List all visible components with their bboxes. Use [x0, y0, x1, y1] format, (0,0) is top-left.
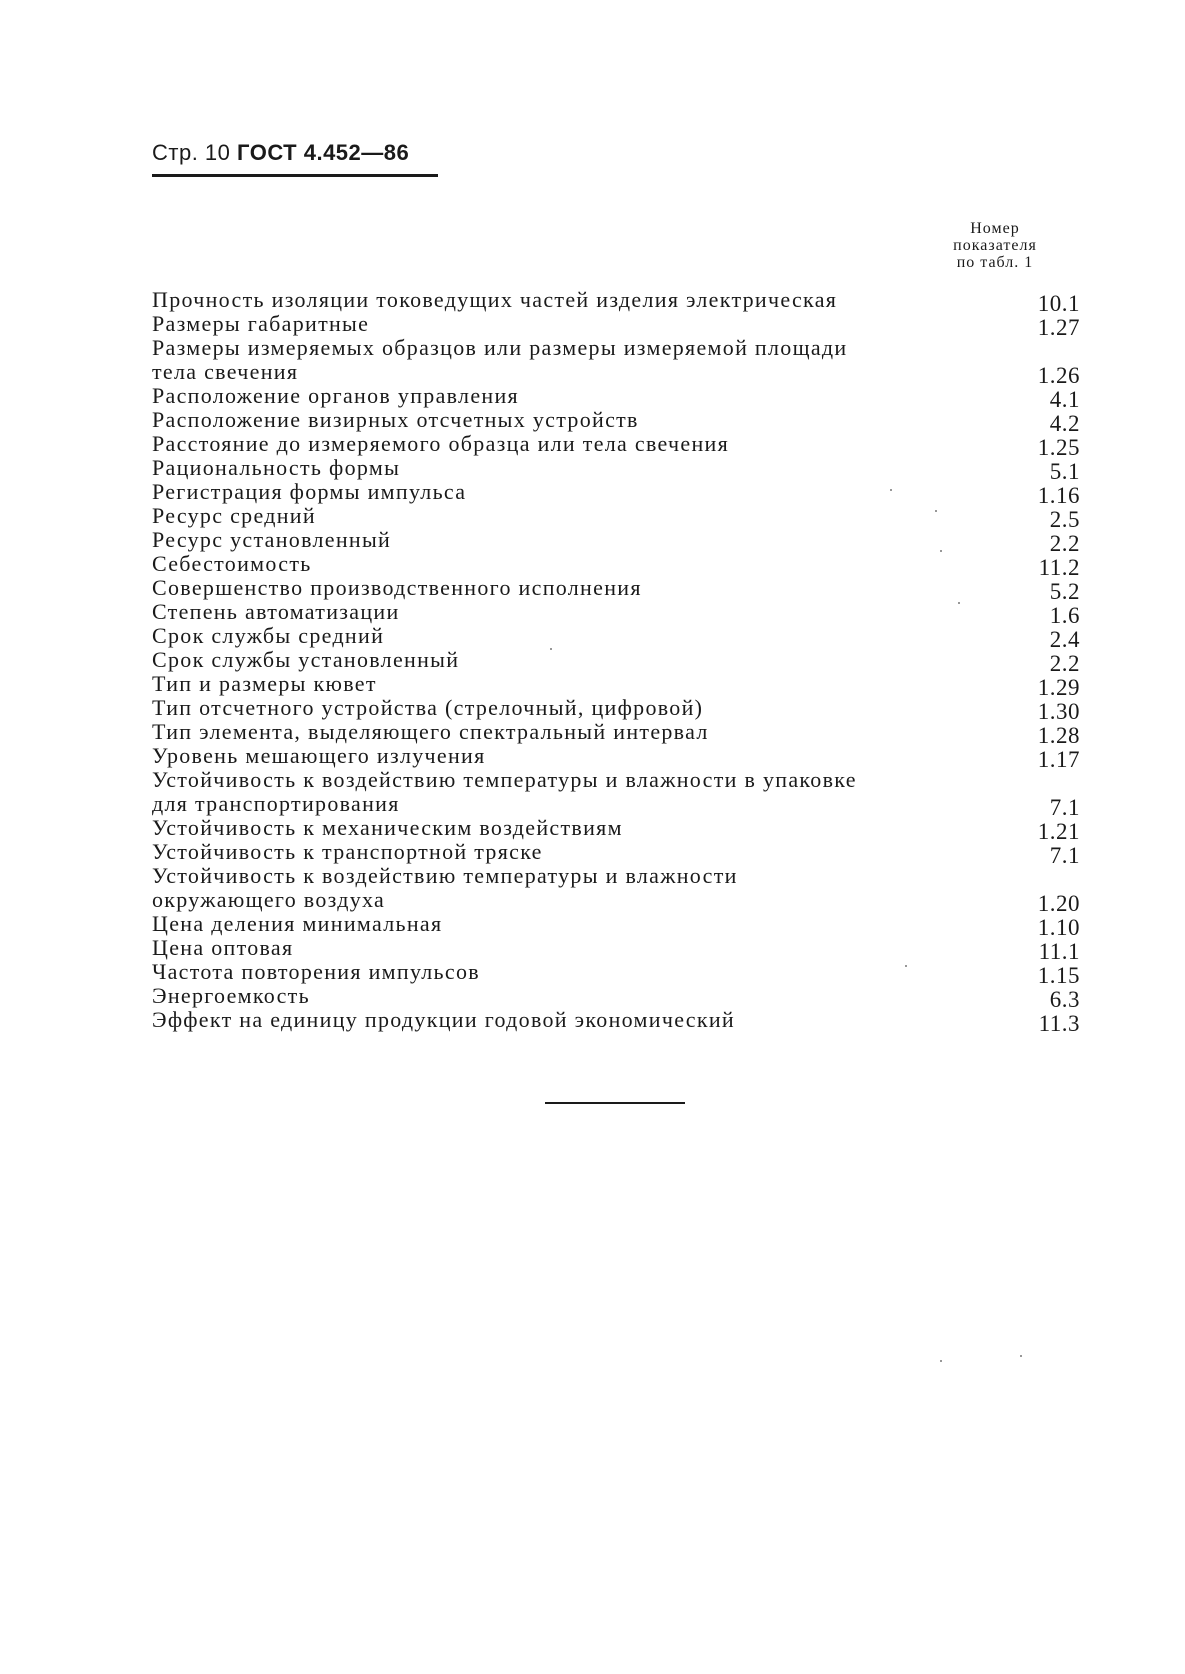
index-entry: [152, 335, 1082, 388]
entry-term: Совершенство производственного исполнения: [152, 575, 642, 600]
index-entry: [152, 407, 1082, 436]
scan-speck: [958, 602, 960, 604]
entry-term: Устойчивость к механическим воздействиям: [152, 815, 623, 840]
scan-speck: [940, 1360, 942, 1362]
entry-term: Срок службы установленный: [152, 647, 460, 672]
index-entry: [152, 551, 1082, 580]
entry-number: 2.2: [1049, 651, 1080, 676]
entry-number: 1.26: [1037, 363, 1080, 388]
index-entry: [152, 503, 1082, 532]
entry-number: 6.3: [1049, 987, 1080, 1012]
index-entry: [152, 647, 1082, 676]
entry-term: Рациональность формы: [152, 455, 401, 480]
scan-speck: [935, 510, 937, 512]
header-rule: [152, 174, 438, 177]
entry-term: Тип отсчетного устройства (стрелочный, цифровой): [152, 695, 704, 720]
index-entry: [152, 527, 1082, 556]
entry-number: 1.15: [1037, 963, 1080, 988]
entry-term: Энергоемкость: [152, 983, 310, 1008]
index-entry: [152, 383, 1082, 412]
index-entry: [152, 743, 1082, 772]
entry-term: Расположение визирных отсчетных устройств: [152, 407, 639, 432]
index-entry: [152, 431, 1082, 460]
entry-term: Уровень мешающего излучения: [152, 743, 486, 768]
entry-number: 4.2: [1049, 411, 1080, 436]
index-entry: [152, 839, 1082, 868]
entry-number: 11.2: [1038, 555, 1080, 580]
entry-term: Расположение органов управления: [152, 383, 519, 408]
entry-term: Частота повторения импульсов: [152, 959, 480, 984]
entry-term: Степень автоматизации: [152, 599, 400, 624]
entry-number: 11.1: [1038, 939, 1080, 964]
index-entry: [152, 959, 1082, 988]
index-list: [152, 287, 1082, 1036]
entry-number: 4.1: [1049, 387, 1080, 412]
entry-number: 1.30: [1037, 699, 1080, 724]
scan-speck: [1020, 1355, 1022, 1357]
entry-number: 7.1: [1049, 795, 1080, 820]
entry-number: 1.10: [1037, 915, 1080, 940]
index-entry: [152, 815, 1082, 844]
index-entry: [152, 983, 1082, 1012]
entry-term: Устойчивость к воздействию температуры и влажности окружающего воздуха: [152, 863, 738, 912]
entry-number: 1.27: [1037, 315, 1080, 340]
entry-term: Тип и размеры кювет: [152, 671, 377, 696]
entry-number: 1.21: [1037, 819, 1080, 844]
index-entry: [152, 935, 1082, 964]
entry-term: Прочность изоляции токоведущих частей изделия электрическая: [152, 287, 838, 312]
entry-number: 7.1: [1049, 843, 1080, 868]
scan-speck: [550, 648, 552, 650]
page-header: [152, 140, 409, 166]
entry-term: Регистрация формы импульса: [152, 479, 467, 504]
column-header-line: по табл. 1: [956, 254, 1034, 271]
index-entry: [152, 1007, 1082, 1036]
scan-speck: [890, 489, 892, 491]
index-entry: [152, 863, 1082, 916]
index-entry: [152, 455, 1082, 484]
index-entry: [152, 911, 1082, 940]
entry-number: 2.2: [1049, 531, 1080, 556]
entry-number: 1.6: [1049, 603, 1080, 628]
column-header-line: показателя: [953, 237, 1037, 254]
index-entry: [152, 671, 1082, 700]
entry-term: Срок службы средний: [152, 623, 385, 648]
entry-term: Цена оптовая: [152, 935, 294, 960]
index-entry: [152, 767, 1082, 820]
page-label: Стр. 10: [152, 140, 231, 165]
entry-term: Ресурс средний: [152, 503, 316, 528]
entry-number: 1.28: [1037, 723, 1080, 748]
index-entry: [152, 479, 1082, 508]
index-entry: [152, 695, 1082, 724]
entry-term: Себестоимость: [152, 551, 312, 576]
entry-number: 2.5: [1049, 507, 1080, 532]
entry-term: Устойчивость к воздействию температуры и влажности в упаковке для транспортирования: [152, 767, 857, 816]
entry-number: 2.4: [1049, 627, 1080, 652]
index-entry: [152, 623, 1082, 652]
entry-term: Тип элемента, выделяющего спектральный интервал: [152, 719, 709, 744]
entry-number: 10.1: [1037, 291, 1080, 316]
entry-number: 1.17: [1037, 747, 1080, 772]
entry-term: Размеры габаритные: [152, 311, 370, 336]
entry-number: 11.3: [1038, 1011, 1080, 1036]
entry-number: 1.29: [1037, 675, 1080, 700]
index-entry: [152, 575, 1082, 604]
entry-term: Расстояние до измеряемого образца или тела свечения: [152, 431, 730, 456]
end-rule: [545, 1102, 685, 1104]
column-header: [920, 220, 1070, 271]
entry-number: 5.2: [1049, 579, 1080, 604]
column-header-line: Номер: [970, 220, 1020, 237]
entry-term: Устойчивость к транспортной тряске: [152, 839, 543, 864]
index-entry: [152, 599, 1082, 628]
entry-number: 1.20: [1037, 891, 1080, 916]
entry-number: 1.25: [1037, 435, 1080, 460]
standard-number: ГОСТ 4.452—86: [237, 140, 410, 165]
scan-speck: [905, 965, 907, 967]
entry-term: Цена деления минимальная: [152, 911, 443, 936]
entry-number: 1.16: [1037, 483, 1080, 508]
entry-term: Эффект на единицу продукции годовой экономический: [152, 1007, 736, 1032]
index-entry: [152, 287, 1082, 316]
entry-term: Размеры измеряемых образцов или размеры измеряемой площади тела свечения: [152, 335, 848, 384]
entry-term: Ресурс установленный: [152, 527, 392, 552]
index-entry: [152, 719, 1082, 748]
entry-number: 5.1: [1049, 459, 1080, 484]
index-entry: [152, 311, 1082, 340]
scan-speck: [940, 550, 942, 552]
